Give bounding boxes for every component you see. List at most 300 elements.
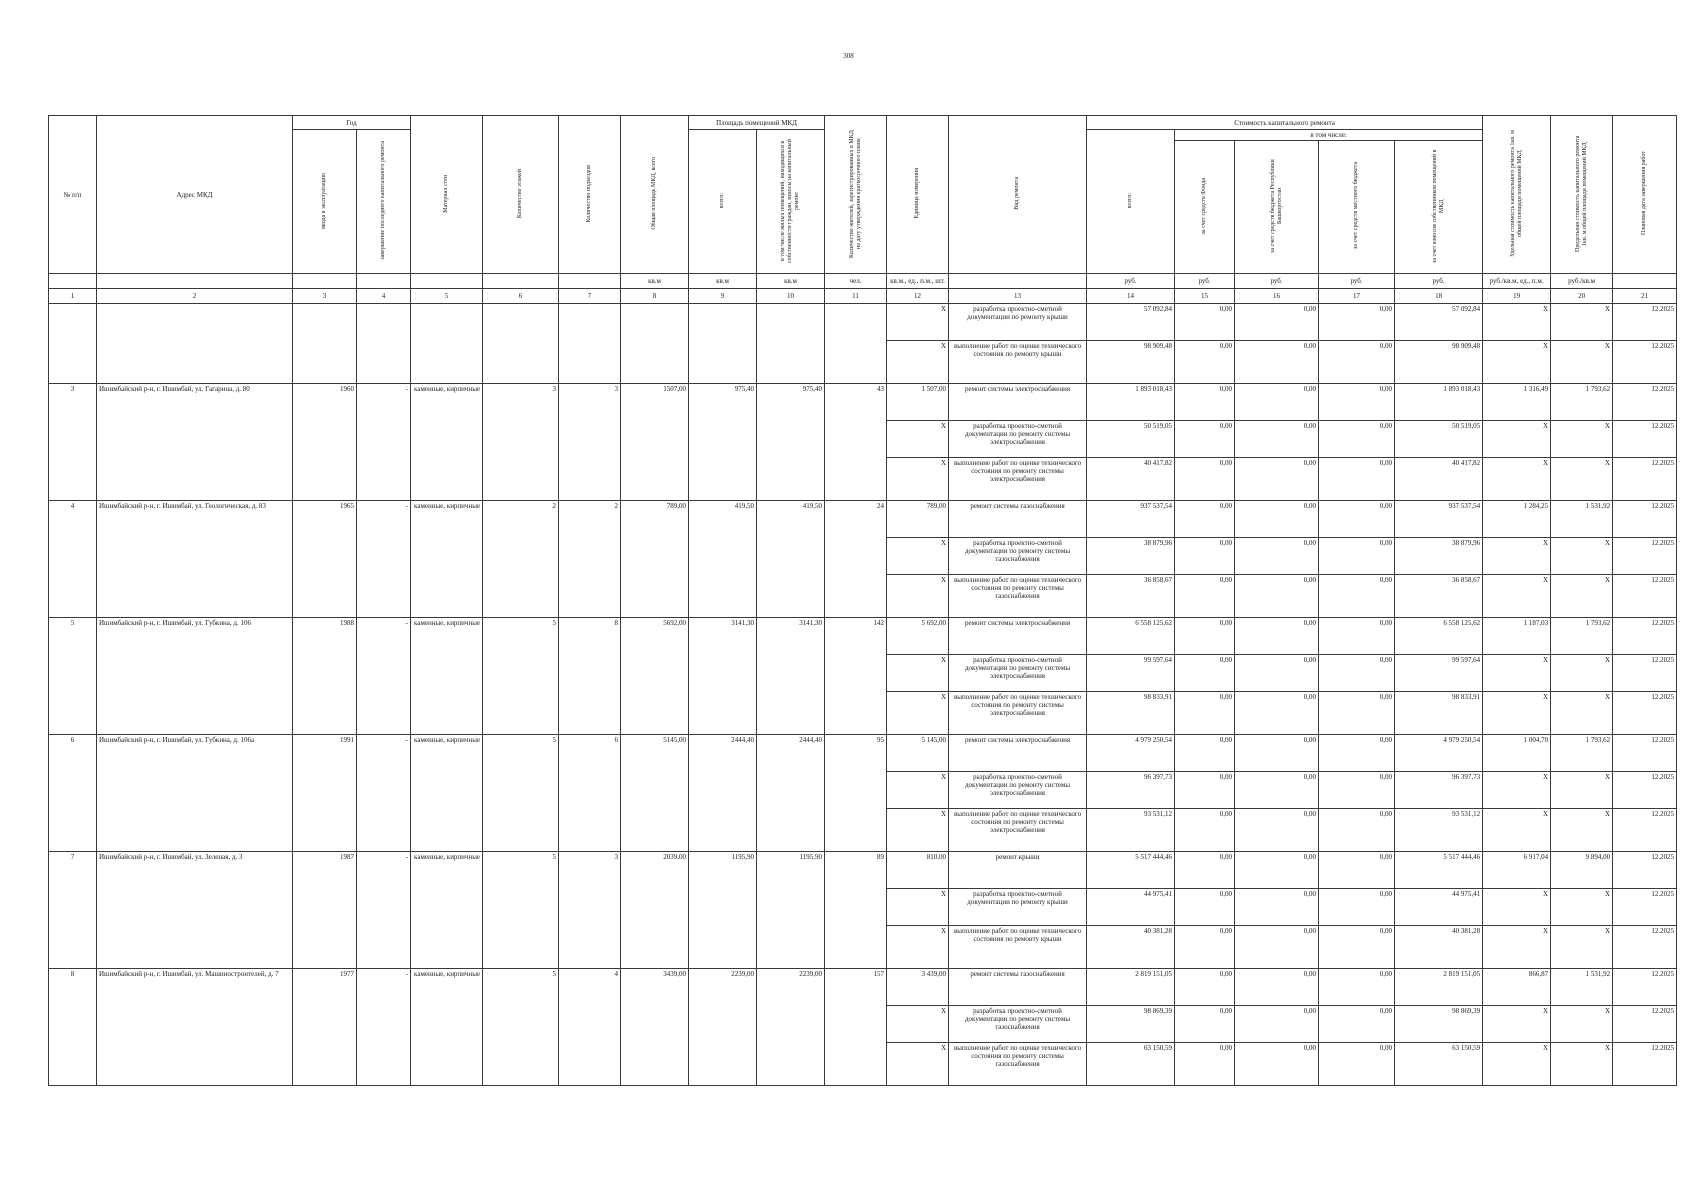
header-cost-republic: за счет средств бюджета Республики Башкортостан [1235,141,1319,274]
year-last-repair-cell: - [357,735,411,852]
header-premises-area-group: Площадь помещений МКД [689,116,825,130]
cost-local-cell: 0,00 [1319,655,1395,692]
specific-cost-cell: 6 917,04 [1483,852,1551,889]
repair-type-cell: разработка проектно-сметной документации по ремонту системы газоснабжения [949,538,1087,575]
max-cost-cell: X [1551,926,1613,969]
cost-owners-cell: 93 531,12 [1395,809,1483,852]
cost-republic-cell: 0,00 [1235,618,1319,655]
specific-cost-cell: X [1483,809,1551,852]
unit-measure-cell: X [887,458,949,501]
row-number: 3 [49,384,97,501]
total-area-cell: 2039,00 [621,852,689,969]
specific-cost-cell: X [1483,889,1551,926]
row-number: 7 [49,852,97,969]
floors-cell: 5 [483,618,559,735]
cost-fund-cell: 0,00 [1175,735,1235,772]
unit-cell: руб. [1087,274,1175,289]
year-commission-cell: 1960 [293,384,357,501]
cost-fund-cell: 0,00 [1175,772,1235,809]
unit-cell: чел. [825,274,887,289]
planned-date-cell: 12.2025 [1613,618,1677,655]
year-last-repair-cell: - [357,852,411,969]
address-cell: Ишимбайский р-н, г. Ишимбай, ул. Губкина, д. 106а [97,735,293,852]
year-last-repair-cell: - [357,384,411,501]
planned-date-cell: 12.2025 [1613,969,1677,1006]
unit-cell [1613,274,1677,289]
cost-republic-cell: 0,00 [1235,969,1319,1006]
column-numbers-row [49,289,1677,304]
cost-republic-cell: 0,00 [1235,421,1319,458]
cost-total-cell: 4 979 250,54 [1087,735,1175,772]
entrances-cell: 3 [559,384,621,501]
column-number-cell: 7 [559,289,621,304]
unit-measure-cell: 810,00 [887,852,949,889]
planned-date-cell: 12.2025 [1613,538,1677,575]
cost-republic-cell: 0,00 [1235,538,1319,575]
specific-cost-cell: X [1483,926,1551,969]
column-number-cell: 13 [949,289,1087,304]
column-number-cell: 21 [1613,289,1677,304]
cost-local-cell: 0,00 [1319,969,1395,1006]
cost-owners-cell: 2 819 151,05 [1395,969,1483,1006]
unit-measure-cell: 1 507,00 [887,384,949,421]
unit-measure-cell: X [887,341,949,384]
column-number-cell: 18 [1395,289,1483,304]
cost-owners-cell: 4 979 250,54 [1395,735,1483,772]
cost-total-cell: 6 558 125,62 [1087,618,1175,655]
premises-area-cell: 419,50 [689,501,757,618]
total-area-cell [621,304,689,384]
cost-fund-cell: 0,00 [1175,1006,1235,1043]
cost-owners-cell: 40 381,28 [1395,926,1483,969]
max-cost-cell: 1 793,62 [1551,618,1613,655]
repair-type-cell: разработка проектно-сметной документации по ремонту системы электроснабжения [949,655,1087,692]
header-premises-contrib: в том числе жилых помещений, находящихся в собственности граждан, взносы на капитальный ремонт [757,130,825,274]
max-cost-cell: X [1551,655,1613,692]
column-number-cell: 11 [825,289,887,304]
specific-cost-cell: 1 187,03 [1483,618,1551,655]
column-number-cell: 19 [1483,289,1551,304]
floors-cell: 5 [483,735,559,852]
cost-total-cell: 57 092,84 [1087,304,1175,341]
max-cost-cell: X [1551,1043,1613,1086]
row-number: 5 [49,618,97,735]
unit-measure-cell: X [887,655,949,692]
specific-cost-cell: 1 004,70 [1483,735,1551,772]
cost-owners-cell: 57 092,84 [1395,304,1483,341]
planned-date-cell: 12.2025 [1613,692,1677,735]
cost-total-cell: 44 975,41 [1087,889,1175,926]
specific-cost-cell: X [1483,421,1551,458]
cost-local-cell: 0,00 [1319,1043,1395,1086]
row-number: 4 [49,501,97,618]
row-number: 6 [49,735,97,852]
specific-cost-cell: 1 284,25 [1483,501,1551,538]
repair-type-cell: ремонт системы газоснабжения [949,969,1087,1006]
unit-measure-cell: 789,00 [887,501,949,538]
specific-cost-cell: X [1483,304,1551,341]
unit-cell: кв.м [689,274,757,289]
unit-measure-cell: X [887,889,949,926]
cost-local-cell: 0,00 [1319,1006,1395,1043]
residents-cell: 43 [825,384,887,501]
cost-republic-cell: 0,00 [1235,772,1319,809]
unit-cell: кв.м., ед., п.м., шт. [887,274,949,289]
max-cost-cell: X [1551,341,1613,384]
cost-local-cell: 0,00 [1319,809,1395,852]
cost-total-cell: 937 537,54 [1087,501,1175,538]
cost-republic-cell: 0,00 [1235,1006,1319,1043]
table-row [49,969,1677,1006]
repair-type-cell: выполнение работ по оценке технического состояния по ремонту крыши [949,341,1087,384]
year-last-repair-cell [357,304,411,384]
total-area-cell: 789,00 [621,501,689,618]
table-header [49,116,1677,304]
unit-measure-cell: X [887,421,949,458]
wall-material-cell: каменные, кирпичные [411,852,483,969]
cost-owners-cell: 98 909,48 [1395,341,1483,384]
header-premises-total: всего: [689,130,757,274]
column-number-cell: 3 [293,289,357,304]
wall-material-cell: каменные, кирпичные [411,618,483,735]
cost-republic-cell: 0,00 [1235,692,1319,735]
max-cost-cell: 1 531,92 [1551,969,1613,1006]
address-cell: Ишимбайский р-н, г. Ишимбай, ул. Губкина, д. 106 [97,618,293,735]
repair-type-cell: ремонт системы газоснабжения [949,501,1087,538]
cost-local-cell: 0,00 [1319,458,1395,501]
cost-local-cell: 0,00 [1319,618,1395,655]
planned-date-cell: 12.2025 [1613,889,1677,926]
residents-cell [825,304,887,384]
address-cell: Ишимбайский р-н, г. Ишимбай, ул. Зеленая, д. 3 [97,852,293,969]
cost-owners-cell: 98 869,39 [1395,1006,1483,1043]
column-number-cell: 20 [1551,289,1613,304]
unit-measure-cell: X [887,926,949,969]
unit-cell [411,274,483,289]
cost-republic-cell: 0,00 [1235,575,1319,618]
column-number-cell: 14 [1087,289,1175,304]
cost-owners-cell: 44 975,41 [1395,889,1483,926]
max-cost-cell: 1 793,62 [1551,384,1613,421]
premises-area-cell: 2239,00 [689,969,757,1086]
header-cost-fund: за счет средств Фонда [1175,141,1235,274]
total-area-cell: 3439,00 [621,969,689,1086]
entrances-cell [559,304,621,384]
cost-total-cell: 63 150,59 [1087,1043,1175,1086]
repair-type-cell: выполнение работ по оценке технического состояния по ремонту системы газоснабжения [949,1043,1087,1086]
header-year-commission: ввода в эксплуатацию [293,130,357,274]
cost-owners-cell: 36 858,67 [1395,575,1483,618]
cost-republic-cell: 0,00 [1235,1043,1319,1086]
column-number-cell: 5 [411,289,483,304]
repair-type-cell: разработка проектно-сметной документации по ремонту системы электроснабжения [949,772,1087,809]
max-cost-cell: X [1551,304,1613,341]
cost-total-cell: 38 879,96 [1087,538,1175,575]
entrances-cell: 4 [559,969,621,1086]
cost-owners-cell: 98 833,91 [1395,692,1483,735]
address-cell: Ишимбайский р-н, г. Ишимбай, ул. Геологическая, д. 83 [97,501,293,618]
unit-cell: руб. [1235,274,1319,289]
table-row [49,501,1677,538]
table-body [49,304,1677,1086]
premises-area-cell: 1195,90 [689,852,757,969]
cost-owners-cell: 38 879,96 [1395,538,1483,575]
table-row [49,384,1677,421]
planned-date-cell: 12.2025 [1613,926,1677,969]
year-last-repair-cell: - [357,969,411,1086]
premises-area-cell [689,304,757,384]
column-number-cell: 9 [689,289,757,304]
address-cell [97,304,293,384]
cost-fund-cell: 0,00 [1175,969,1235,1006]
cost-fund-cell: 0,00 [1175,458,1235,501]
planned-date-cell: 12.2025 [1613,1043,1677,1086]
header-floors: Количество этажей [483,116,559,274]
cost-local-cell: 0,00 [1319,538,1395,575]
entrances-cell: 2 [559,501,621,618]
max-cost-cell: X [1551,458,1613,501]
max-cost-cell: X [1551,809,1613,852]
header-repair-type: Вид ремонта [949,116,1087,274]
cost-total-cell: 98 833,91 [1087,692,1175,735]
specific-cost-cell: X [1483,538,1551,575]
cost-fund-cell: 0,00 [1175,852,1235,889]
cost-owners-cell: 937 537,54 [1395,501,1483,538]
unit-cell: руб./кв.м [1551,274,1613,289]
cost-total-cell: 40 381,28 [1087,926,1175,969]
max-cost-cell: X [1551,421,1613,458]
cost-fund-cell: 0,00 [1175,501,1235,538]
cost-total-cell: 40 417,82 [1087,458,1175,501]
repair-type-cell: выполнение работ по оценке технического состояния по ремонту системы газоснабжения [949,575,1087,618]
residents-cell: 95 [825,735,887,852]
specific-cost-cell: X [1483,1006,1551,1043]
cost-owners-cell: 63 150,59 [1395,1043,1483,1086]
column-number-cell: 10 [757,289,825,304]
capital-repair-table [48,115,1677,1086]
header-wall-material: Материал стен [411,116,483,274]
cost-local-cell: 0,00 [1319,384,1395,421]
cost-republic-cell: 0,00 [1235,852,1319,889]
repair-type-cell: ремонт системы электроснабжения [949,384,1087,421]
floors-cell: 5 [483,969,559,1086]
planned-date-cell: 12.2025 [1613,809,1677,852]
max-cost-cell: X [1551,772,1613,809]
floors-cell: 5 [483,852,559,969]
year-commission-cell: 1965 [293,501,357,618]
cost-local-cell: 0,00 [1319,501,1395,538]
cost-republic-cell: 0,00 [1235,304,1319,341]
premises-area-cell: 2444,40 [689,735,757,852]
unit-measure-cell: X [887,809,949,852]
unit-measure-cell: X [887,304,949,341]
specific-cost-cell: 1 316,49 [1483,384,1551,421]
header-cost-total: всего: [1087,130,1175,274]
residents-cell: 157 [825,969,887,1086]
cost-republic-cell: 0,00 [1235,926,1319,969]
entrances-cell: 6 [559,735,621,852]
unit-cell [559,274,621,289]
cost-local-cell: 0,00 [1319,926,1395,969]
specific-cost-cell: X [1483,692,1551,735]
max-cost-cell: X [1551,1006,1613,1043]
planned-date-cell: 12.2025 [1613,384,1677,421]
column-number-cell: 6 [483,289,559,304]
cost-republic-cell: 0,00 [1235,501,1319,538]
unit-cell: кв.м [621,274,689,289]
year-commission-cell: 1991 [293,735,357,852]
specific-cost-cell: 866,87 [1483,969,1551,1006]
cost-total-cell: 93 531,12 [1087,809,1175,852]
cost-owners-cell: 6 558 125,62 [1395,618,1483,655]
unit-measure-cell: 5 692,00 [887,618,949,655]
unit-cell [49,274,97,289]
address-cell: Ишимбайский р-н, г. Ишимбай, ул. Гагарина, д. 80 [97,384,293,501]
header-max-cost: Предельная стоимость капитального ремонта 1кв. м общей площади помещений МКД [1551,116,1613,274]
cost-owners-cell: 5 517 444,46 [1395,852,1483,889]
cost-local-cell: 0,00 [1319,735,1395,772]
year-commission-cell: 1988 [293,618,357,735]
cost-total-cell: 2 819 151,05 [1087,969,1175,1006]
repair-type-cell: разработка проектно-сметной документации по ремонту крыши [949,304,1087,341]
cost-total-cell: 5 517 444,46 [1087,852,1175,889]
unit-measure-cell: X [887,1006,949,1043]
row-number: 8 [49,969,97,1086]
max-cost-cell: X [1551,692,1613,735]
premises-contrib-cell: 1195,90 [757,852,825,969]
cost-total-cell: 1 893 018,43 [1087,384,1175,421]
planned-date-cell: 12.2025 [1613,735,1677,772]
header-cost-owners: за счет взносов собственников помещений в МКД [1395,141,1483,274]
cost-fund-cell: 0,00 [1175,618,1235,655]
total-area-cell: 5692,00 [621,618,689,735]
table-row [49,304,1677,341]
max-cost-cell: 1 793,62 [1551,735,1613,772]
cost-local-cell: 0,00 [1319,575,1395,618]
floors-cell: 3 [483,384,559,501]
repair-type-cell: выполнение работ по оценке технического состояния по ремонту системы электроснабжения [949,458,1087,501]
cost-fund-cell: 0,00 [1175,1043,1235,1086]
unit-cell: руб. [1319,274,1395,289]
cost-local-cell: 0,00 [1319,772,1395,809]
specific-cost-cell: X [1483,575,1551,618]
cost-fund-cell: 0,00 [1175,341,1235,384]
unit-measure-cell: X [887,538,949,575]
cost-fund-cell: 0,00 [1175,655,1235,692]
header-total-area: Общая площадь МКД, всего [621,116,689,274]
specific-cost-cell: X [1483,1043,1551,1086]
max-cost-cell: X [1551,538,1613,575]
premises-area-cell: 975,40 [689,384,757,501]
unit-measure-cell: 3 439,00 [887,969,949,1006]
cost-republic-cell: 0,00 [1235,809,1319,852]
residents-cell: 142 [825,618,887,735]
cost-fund-cell: 0,00 [1175,575,1235,618]
unit-measure-cell: X [887,772,949,809]
planned-date-cell: 12.2025 [1613,421,1677,458]
year-commission-cell [293,304,357,384]
unit-cell [483,274,559,289]
column-number-cell: 4 [357,289,411,304]
planned-date-cell: 12.2025 [1613,655,1677,692]
row-number [49,304,97,384]
unit-cell [949,274,1087,289]
premises-area-cell: 3141,30 [689,618,757,735]
planned-date-cell: 12.2025 [1613,772,1677,809]
cost-owners-cell: 50 519,05 [1395,421,1483,458]
repair-type-cell: выполнение работ по оценке технического состояния по ремонту крыши [949,926,1087,969]
planned-date-cell: 12.2025 [1613,304,1677,341]
unit-cell [357,274,411,289]
repair-type-cell: разработка проектно-сметной документации по ремонту системы электроснабжения [949,421,1087,458]
wall-material-cell: каменные, кирпичные [411,501,483,618]
specific-cost-cell: X [1483,772,1551,809]
wall-material-cell: каменные, кирпичные [411,735,483,852]
unit-cell [293,274,357,289]
cost-local-cell: 0,00 [1319,341,1395,384]
table-row [49,618,1677,655]
header-year-group: Год [293,116,411,130]
year-last-repair-cell: - [357,618,411,735]
unit-measure-cell: 5 145,00 [887,735,949,772]
cost-republic-cell: 0,00 [1235,655,1319,692]
floors-cell: 2 [483,501,559,618]
cost-local-cell: 0,00 [1319,852,1395,889]
premises-contrib-cell: 2239,00 [757,969,825,1086]
residents-cell: 89 [825,852,887,969]
header-cost-group: Стоимость капитального ремонта [1087,116,1483,130]
unit-cell: руб./кв.м, ед., п.м. [1483,274,1551,289]
header-specific-cost: Удельная стоимость капитального ремонта 1кв. м общей площади помещений МКД [1483,116,1551,274]
entrances-cell: 3 [559,852,621,969]
premises-contrib-cell: 2444,40 [757,735,825,852]
repair-type-cell: ремонт крыши [949,852,1087,889]
wall-material-cell: каменные, кирпичные [411,969,483,1086]
header-planned-date: Плановая дата завершения работ [1613,116,1677,274]
specific-cost-cell: X [1483,341,1551,384]
cost-fund-cell: 0,00 [1175,889,1235,926]
repair-type-cell: выполнение работ по оценке технического состояния по ремонту системы электроснабжения [949,692,1087,735]
address-cell: Ишимбайский р-н, г. Ишимбай, ул. Машиностроителей, д. 7 [97,969,293,1086]
premises-contrib-cell: 419,50 [757,501,825,618]
cost-local-cell: 0,00 [1319,421,1395,458]
cost-owners-cell: 96 397,73 [1395,772,1483,809]
column-number-cell: 16 [1235,289,1319,304]
repair-type-cell: разработка проектно-сметной документации по ремонту крыши [949,889,1087,926]
column-number-cell: 15 [1175,289,1235,304]
unit-cell: руб. [1175,274,1235,289]
specific-cost-cell: X [1483,655,1551,692]
cost-total-cell: 99 597,64 [1087,655,1175,692]
unit-cell: кв.м [757,274,825,289]
header-no: № п/п [49,116,97,274]
premises-contrib-cell: 3141,30 [757,618,825,735]
year-last-repair-cell: - [357,501,411,618]
cost-republic-cell: 0,00 [1235,384,1319,421]
cost-total-cell: 36 858,67 [1087,575,1175,618]
planned-date-cell: 12.2025 [1613,341,1677,384]
max-cost-cell: X [1551,575,1613,618]
table-row [49,735,1677,772]
cost-republic-cell: 0,00 [1235,889,1319,926]
cost-owners-cell: 40 417,82 [1395,458,1483,501]
unit-measure-cell: X [887,692,949,735]
page-number: 308 [843,52,854,60]
max-cost-cell: 9 894,00 [1551,852,1613,889]
cost-fund-cell: 0,00 [1175,809,1235,852]
entrances-cell: 8 [559,618,621,735]
cost-republic-cell: 0,00 [1235,458,1319,501]
